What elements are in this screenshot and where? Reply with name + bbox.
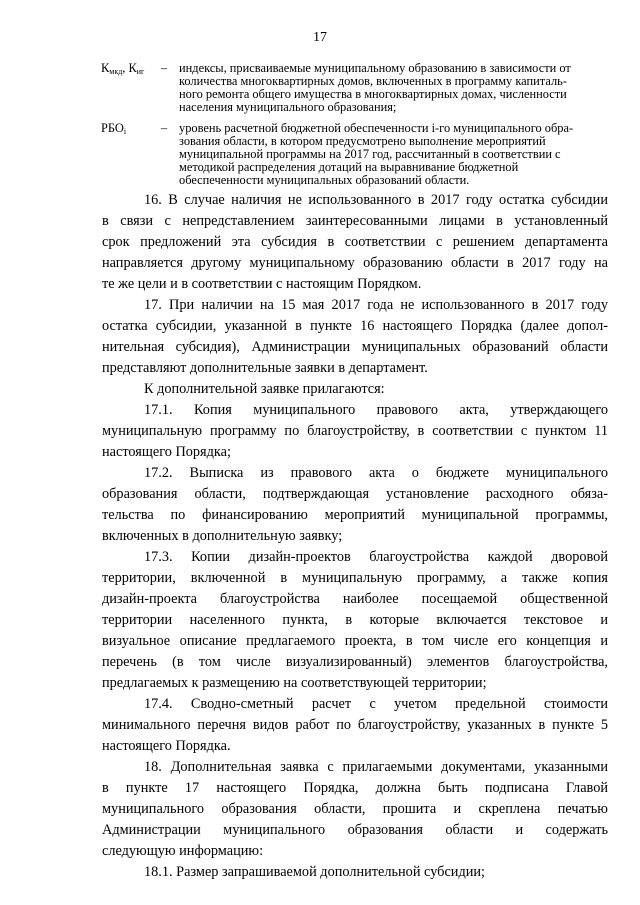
definition-symbol: $РБО_i$ <box>101 121 127 136</box>
paragraph-18: 18. Дополнительная заявка с прилагаемыми документами, указанными в пункте 17 настоящего Порядка, должна быть подписана Главой муниципального образования области, прошита и скреплена печатью Администрации муниципального образования области и содержать следующую информацию: <box>102 759 608 859</box>
paragraph-17-2: 17.2. Выписка из правового акта о бюджете муниципального образования области, подтверждающая установление расходного обяза- тельства по финансированию мероприятий муниципальной программы, включенных в дополнительную заявку; <box>102 465 608 544</box>
paragraph-18-1: 18.1. Размер запрашиваемой дополнительной субсидии; <box>144 864 485 880</box>
document-body <box>102 190 608 883</box>
definition-symbol: $К_{мкд}$, $К_{иг}$ <box>101 61 145 76</box>
paragraph-17-3: 17.3. Копии дизайн-проектов благоустройства каждой дворовой территории, включенной в муниципальную программу, а также копия дизайн-проекта благоустройства наиболее посещаемой общественной территории населенного пункта, в которые включается текстовое и визуальное описание предлагаемого проекта, в том числе его концепция и перечень (в том числе визуализированный) элементов благоустройства, предлагаемых к размещению на соответствующей территории; <box>102 549 608 691</box>
definition-k-mkd-k-ig <box>101 62 601 114</box>
paragraph-attachments-intro: К дополнительной заявке прилагаются: <box>144 381 385 397</box>
definition-dash: – <box>161 121 168 135</box>
definition-text: уровень расчетной бюджетной обеспеченности i-го муниципального обра- зования области, в котором предусмотрено выполнение мероприятий муниципальной программы на 2017 год, рассчитанный в соответствии с методикой распределения дотаций на выравнивание бюджетной обеспеченности муниципальных образований области. <box>179 121 574 187</box>
paragraph-17-1: 17.1. Копия муниципального правового акта, утверждающего муниципальную программу по благоустройству, в соответствии с пунктом 11 настоящего Порядка; <box>102 402 608 460</box>
paragraph-16: 16. В случае наличия не использованного в 2017 году остатка субсидии в связи с непредставлением заинтересованными лицами в установленный срок предложений эта субсидия в соответствии с решением департамента направляется другому муниципальному образованию области в 2017 году на те же цели и в соответствии с настоящим Порядком. <box>102 192 608 292</box>
definition-rbo <box>101 122 601 187</box>
formula-definitions <box>101 62 601 195</box>
paragraph-17: 17. При наличии на 15 мая 2017 года не использованного в 2017 году остатка субсидии, указанной в пункте 16 настоящего Порядка (далее допол- нительная субсидия), Администрации муниципальных образований области представляют дополнительные заявки в департамент. <box>102 297 608 376</box>
definition-text: индексы, присваиваемые муниципальному образованию в зависимости от количества многоквартирных домов, включенных в программу капиталь- ного ремонта общего имущества в многоквартирных домах, численности населения муниципального образования; <box>179 61 571 114</box>
page-number: 17 <box>313 30 327 45</box>
definition-dash: – <box>161 61 168 75</box>
paragraph-17-4: 17.4. Сводно-сметный расчет с учетом предельной стоимости минимального перечня видов работ по благоустройству, указанных в пункте 5 настоящего Порядка. <box>102 696 608 754</box>
